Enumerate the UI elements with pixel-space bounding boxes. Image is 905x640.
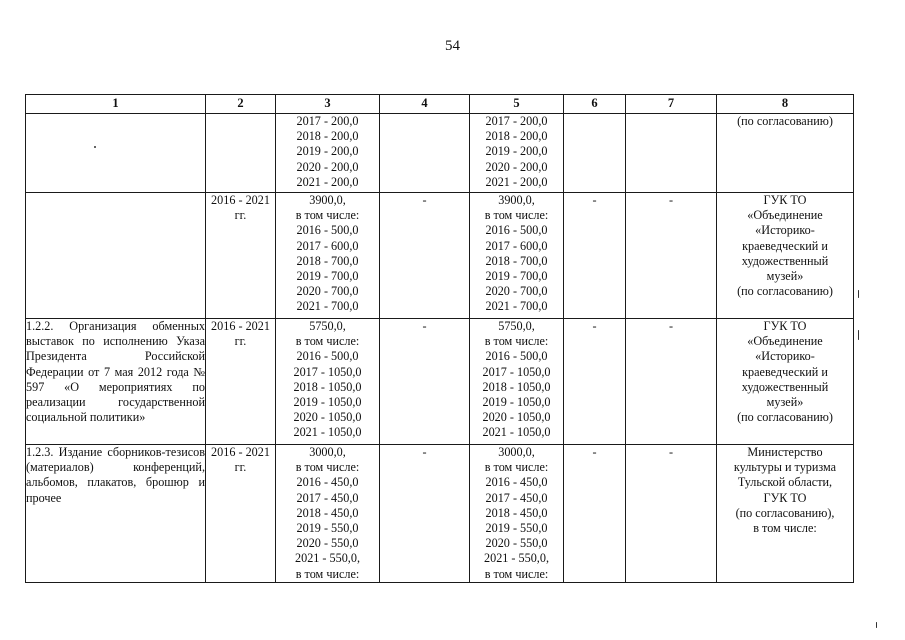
- column-header-3: 3: [276, 95, 380, 114]
- column-header-6: 6: [564, 95, 626, 114]
- cell-line: 2017 - 600,0: [296, 238, 359, 253]
- cell-line: (по согласованию): [737, 410, 833, 425]
- cell-line: 2020 - 700,0: [485, 284, 548, 299]
- cell-line: в том числе:: [295, 334, 360, 349]
- cell-line: 2020 - 700,0: [296, 284, 359, 299]
- cell-line: 2019 - 700,0: [296, 269, 359, 284]
- cell-line: в том числе:: [295, 460, 360, 475]
- cell-line: «Историко-: [755, 223, 815, 238]
- cell-line: 2021 - 200,0: [485, 174, 548, 189]
- cell-line: 2019 - 1050,0: [482, 395, 551, 410]
- cell-line: 2019 - 550,0: [296, 521, 359, 536]
- cell-col-6: -: [564, 445, 626, 583]
- cell-line: в том числе:: [484, 566, 549, 581]
- cell-col-8: [717, 445, 854, 583]
- cell-line: гг.: [234, 334, 247, 349]
- cell-line: 2019 - 200,0: [296, 144, 359, 159]
- cell-line: в том числе:: [484, 208, 549, 223]
- cell-line: музей»: [766, 269, 804, 284]
- cell-line: культуры и туризма: [733, 460, 837, 475]
- cell-line: 2018 - 450,0: [296, 505, 359, 520]
- cell-line: 3000,0,: [309, 445, 346, 459]
- cell-line: 2017 - 450,0: [296, 490, 359, 505]
- header-row: [26, 95, 854, 114]
- cell-col-4: -: [380, 319, 470, 445]
- cell-line: 2021 - 1050,0: [482, 425, 551, 440]
- cell-line: 5750,0,: [498, 319, 535, 333]
- column-header-5: 5: [470, 95, 564, 114]
- cell-line: художественный: [741, 253, 829, 268]
- cell-col-6: -: [564, 193, 626, 319]
- column-header-7: 7: [626, 95, 717, 114]
- program-table: [25, 94, 854, 583]
- column-header-1: 1: [26, 95, 206, 114]
- cell-line: (по согласованию): [737, 284, 833, 299]
- cell-line: 2016 - 2021: [211, 445, 270, 459]
- cell-col-6: [564, 114, 626, 193]
- cell-col-1: 1.2.2. Организация обменных выставок по исполнению Указа Президента Российской Федерации от 7 мая 2012 года № 597 «О мероприятиях по реализации государственной социальной политики»: [26, 319, 206, 445]
- cell-line: в том числе:: [295, 208, 360, 223]
- table-row: [26, 445, 854, 583]
- cell-col-7: -: [626, 445, 717, 583]
- cell-line: 2020 - 1050,0: [482, 410, 551, 425]
- cell-line: 2017 - 450,0: [485, 490, 548, 505]
- cell-col-4: -: [380, 193, 470, 319]
- cell-line: художественный: [741, 379, 829, 394]
- cell-col-4: [380, 114, 470, 193]
- cell-line: 5750,0,: [309, 319, 346, 333]
- cell-line: в том числе:: [484, 460, 549, 475]
- cell-line: Министерство: [747, 445, 823, 459]
- cell-col-7: -: [626, 193, 717, 319]
- cell-line: 2021 - 700,0: [296, 299, 359, 314]
- cell-line: 2018 - 700,0: [296, 253, 359, 268]
- cell-line: 2021 - 200,0: [296, 174, 359, 189]
- cell-line: 2020 - 1050,0: [293, 410, 362, 425]
- cell-line: краеведческий и: [742, 364, 828, 379]
- cell-line: ГУК ТО: [763, 319, 807, 333]
- cell-col-5: [470, 193, 564, 319]
- cell-col-5: [470, 319, 564, 445]
- page-number: 54: [445, 38, 460, 54]
- cell-col-2: [206, 193, 276, 319]
- cell-line: 2018 - 1050,0: [482, 379, 551, 394]
- cell-line: 3900,0,: [309, 193, 346, 207]
- cell-col-7: -: [626, 319, 717, 445]
- cell-col-3: [276, 445, 380, 583]
- cell-col-2: [206, 445, 276, 583]
- cell-line: 2018 - 200,0: [296, 129, 359, 144]
- cell-line: 2021 - 1050,0: [293, 425, 362, 440]
- cell-line: «Историко-: [755, 349, 815, 364]
- column-header-2: 2: [206, 95, 276, 114]
- cell-line: «Объединение: [747, 334, 823, 349]
- cell-line: 3900,0,: [498, 193, 535, 207]
- cell-line: 2020 - 200,0: [296, 159, 359, 174]
- cell-col-2: [206, 114, 276, 193]
- cell-line: гг.: [234, 460, 247, 475]
- cell-col-5: [470, 114, 564, 193]
- scan-speck: [858, 330, 859, 340]
- table-row: [26, 319, 854, 445]
- cell-col-1: 1.2.3. Издание сборников-тезисов (материалов) конференций, альбомов, плакатов, брошюр и прочее: [26, 445, 206, 583]
- scan-speck: [858, 290, 859, 298]
- cell-col-3: [276, 114, 380, 193]
- cell-line: 2018 - 200,0: [485, 129, 548, 144]
- cell-line: 2020 - 550,0: [485, 536, 548, 551]
- cell-line: 2019 - 700,0: [485, 269, 548, 284]
- cell-col-6: -: [564, 319, 626, 445]
- cell-line: 2016 - 500,0: [485, 223, 548, 238]
- scan-speck: [94, 146, 96, 148]
- cell-line: в том числе:: [753, 521, 817, 536]
- table-row: [26, 114, 854, 193]
- cell-line: 2016 - 450,0: [485, 475, 548, 490]
- cell-line: 2021 - 700,0: [485, 299, 548, 314]
- cell-col-8: [717, 319, 854, 445]
- cell-line: 2018 - 1050,0: [293, 379, 362, 394]
- cell-col-8: [717, 193, 854, 319]
- cell-line: 2016 - 2021: [211, 319, 270, 333]
- cell-col-2: [206, 319, 276, 445]
- cell-line: 2021 - 550,0,: [484, 551, 549, 566]
- cell-line: музей»: [766, 395, 804, 410]
- cell-col-5: [470, 445, 564, 583]
- cell-col-7: [626, 114, 717, 193]
- cell-line: гг.: [234, 208, 247, 223]
- table-body: [26, 114, 854, 583]
- cell-line: 2020 - 200,0: [485, 159, 548, 174]
- table-row: [26, 193, 854, 319]
- cell-line: 2017 - 600,0: [485, 238, 548, 253]
- cell-line: (по согласованию),: [735, 505, 835, 520]
- cell-line: краеведческий и: [742, 238, 828, 253]
- cell-line: 2017 - 200,0: [485, 114, 548, 128]
- cell-line: 2019 - 200,0: [485, 144, 548, 159]
- cell-line: 3000,0,: [498, 445, 535, 459]
- cell-line: 2016 - 500,0: [296, 223, 359, 238]
- cell-col-3: [276, 319, 380, 445]
- cell-line: в том числе:: [484, 334, 549, 349]
- column-header-4: 4: [380, 95, 470, 114]
- cell-line: 2016 - 500,0: [485, 349, 548, 364]
- cell-line: 2018 - 700,0: [485, 253, 548, 268]
- cell-col-4: -: [380, 445, 470, 583]
- cell-col-1: [26, 193, 206, 319]
- cell-line: 2017 - 1050,0: [482, 364, 551, 379]
- cell-line: 2016 - 500,0: [296, 349, 359, 364]
- cell-col-3: [276, 193, 380, 319]
- cell-line: ГУК ТО: [763, 490, 807, 505]
- cell-line: 2016 - 2021: [211, 193, 270, 207]
- cell-line: 2016 - 450,0: [296, 475, 359, 490]
- cell-line: Тульской области,: [737, 475, 833, 490]
- cell-line: 2020 - 550,0: [296, 536, 359, 551]
- scan-speck: [876, 622, 877, 628]
- cell-line: 2017 - 200,0: [296, 114, 359, 128]
- cell-line: 2021 - 550,0,: [295, 551, 360, 566]
- cell-line: (по согласованию): [737, 114, 833, 128]
- column-header-8: 8: [717, 95, 854, 114]
- cell-line: 2019 - 1050,0: [293, 395, 362, 410]
- cell-col-1: [26, 114, 206, 193]
- cell-col-8: [717, 114, 854, 193]
- cell-line: 2019 - 550,0: [485, 521, 548, 536]
- cell-line: 2018 - 450,0: [485, 505, 548, 520]
- cell-line: «Объединение: [747, 208, 823, 223]
- cell-line: 2017 - 1050,0: [293, 364, 362, 379]
- cell-line: в том числе:: [295, 566, 360, 581]
- cell-line: ГУК ТО: [763, 193, 807, 207]
